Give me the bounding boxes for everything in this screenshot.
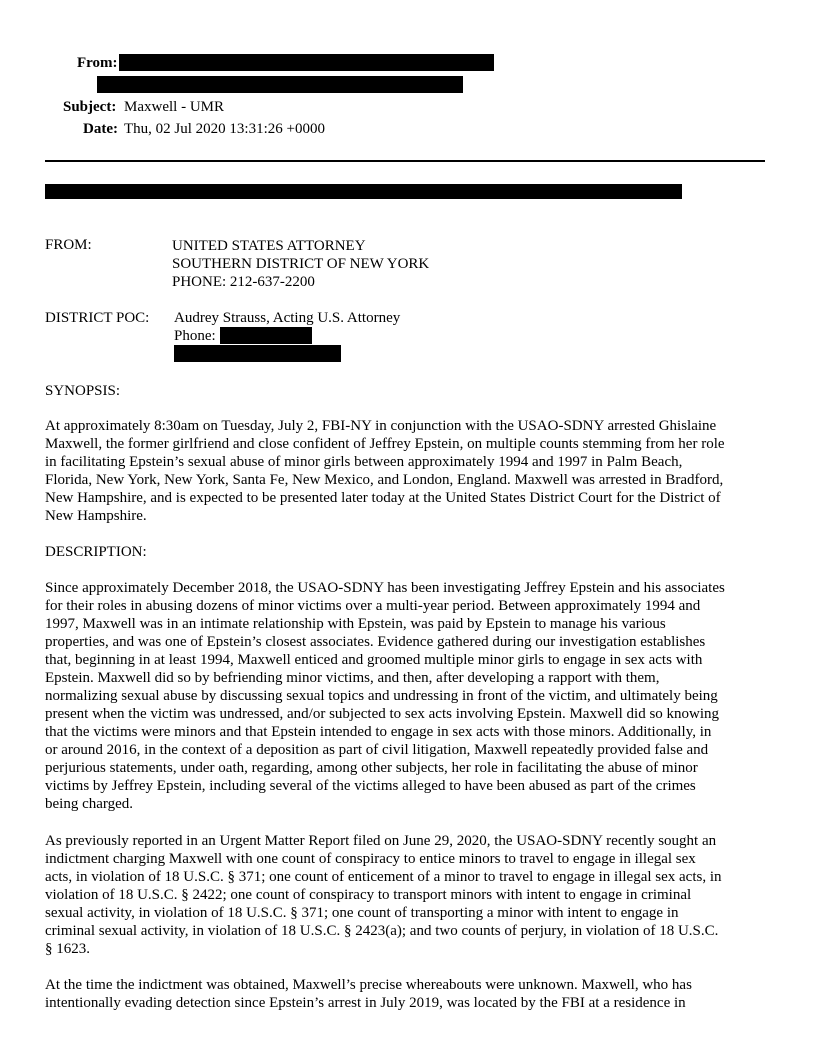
date-label: Date: xyxy=(83,121,118,137)
description-line: sexual activity, in violation of 18 U.S.C. § 371; one count of transporting a minor with intent to engage in xyxy=(45,905,679,921)
redaction-block xyxy=(45,184,682,199)
district-poc-label: DISTRICT POC: xyxy=(45,310,150,326)
synopsis-line: Florida, New York, New York, Santa Fe, New Mexico, and London, England. Maxwell was arrested in Bradford, xyxy=(45,472,724,488)
description-line: properties, and was one of Epstein’s closest associates. Evidence gathered during our investigation establishes xyxy=(45,634,706,650)
description-line: intentionally evading detection since Epstein’s arrest in July 2019, was located by the FBI at a residence in xyxy=(45,995,686,1011)
memo-from-line: UNITED STATES ATTORNEY xyxy=(172,238,366,254)
description-line: As previously reported in an Urgent Matter Report filed on June 29, 2020, the USAO-SDNY recently sought an xyxy=(45,833,717,849)
description-line: At the time the indictment was obtained, Maxwell’s precise whereabouts were unknown. Maxwell, who has xyxy=(45,977,692,993)
description-line: 1997, Maxwell was in an intimate relationship with Epstein, was paid by Epstein to manage his various xyxy=(45,616,666,632)
memo-from-label: FROM: xyxy=(45,237,92,253)
description-line: acts, in violation of 18 U.S.C. § 371; one count of enticement of a minor to travel to engage in illegal sex acts, in xyxy=(45,869,722,885)
memo-from-block xyxy=(172,237,429,291)
description-paragraph-2 xyxy=(45,832,773,958)
redaction-block xyxy=(220,327,312,344)
synopsis-line: New Hampshire. xyxy=(45,508,147,524)
district-poc-name: Audrey Strauss, Acting U.S. Attorney xyxy=(174,310,401,326)
description-line: that the victims were minors and that Epstein intended to engage in sex acts with those minors. Additionally, in xyxy=(45,724,712,740)
date-value: Thu, 02 Jul 2020 13:31:26 +0000 xyxy=(124,121,325,137)
district-poc-phone-label: Phone: xyxy=(174,328,216,344)
description-line: present when the victim was undressed, and/or subjected to sex acts involving Epstein. Maxwell did so knowing xyxy=(45,706,720,722)
description-line: being charged. xyxy=(45,796,134,812)
memo-from-line: SOUTHERN DISTRICT OF NEW YORK xyxy=(172,256,430,272)
synopsis-line: New Hampshire, and is expected to be presented later today at the United States District Court for the District of xyxy=(45,490,721,506)
subject-value: Maxwell - UMR xyxy=(124,99,224,115)
synopsis-line: At approximately 8:30am on Tuesday, July 2, FBI-NY in conjunction with the USAO-SDNY arrested Ghislaine xyxy=(45,418,717,434)
redaction-block xyxy=(174,345,341,362)
redaction-block xyxy=(97,76,463,93)
synopsis-heading: SYNOPSIS: xyxy=(45,383,121,399)
description-line: normalizing sexual abuse by discussing sexual topics and undressing in front of the victim, and ultimately being xyxy=(45,688,718,704)
description-line: Epstein. Maxwell did so by befriending minor victims, and then, after developing a rapport with them, xyxy=(45,670,660,686)
synopsis-paragraph xyxy=(45,417,773,525)
description-heading: DESCRIPTION: xyxy=(45,544,147,560)
description-line: indictment charging Maxwell with one count of conspiracy to entice minors to travel to engage in illegal sex xyxy=(45,851,696,867)
description-line: Since approximately December 2018, the USAO-SDNY has been investigating Jeffrey Epstein and his associates xyxy=(45,580,725,596)
subject-label: Subject: xyxy=(63,99,117,115)
description-line: violation of 18 U.S.C. § 2422; one count of conspiracy to transport minors with intent to engage in criminal xyxy=(45,887,692,903)
description-line: victims by Jeffrey Epstein, including several of the victims alleged to have been abused as part of the crimes xyxy=(45,778,696,794)
synopsis-line: Maxwell, the former girlfriend and close confident of Jeffrey Epstein, on multiple counts stemming from her role xyxy=(45,436,725,452)
description-line: that, beginning in at least 1994, Maxwell enticed and groomed multiple minor girls to engage in sex acts with xyxy=(45,652,703,668)
memo-from-line: PHONE: 212-637-2200 xyxy=(172,274,315,290)
description-line: or around 2016, in the context of a deposition as part of civil litigation, Maxwell repeatedly provided false and xyxy=(45,742,709,758)
from-label: From: xyxy=(77,55,118,71)
synopsis-line: in facilitating Epstein’s sexual abuse of minor girls between approximately 1994 and 1997 in Palm Beach, xyxy=(45,454,683,470)
header-divider xyxy=(45,160,765,162)
description-paragraph-3 xyxy=(45,976,773,1012)
description-line: perjurious statements, under oath, regarding, among other subjects, her role in facilitating the abuse of minor xyxy=(45,760,698,776)
description-line: for their roles in abusing dozens of minor victims over a multi-year period. Between approximately 1994 and xyxy=(45,598,701,614)
description-line: criminal sexual activity, in violation of 18 U.S.C. § 2423(a); and two counts of perjury, in violation of 18 U.S.C. xyxy=(45,923,719,939)
redaction-block xyxy=(119,54,494,71)
description-paragraph-1 xyxy=(45,579,773,813)
description-line: § 1623. xyxy=(45,941,90,957)
